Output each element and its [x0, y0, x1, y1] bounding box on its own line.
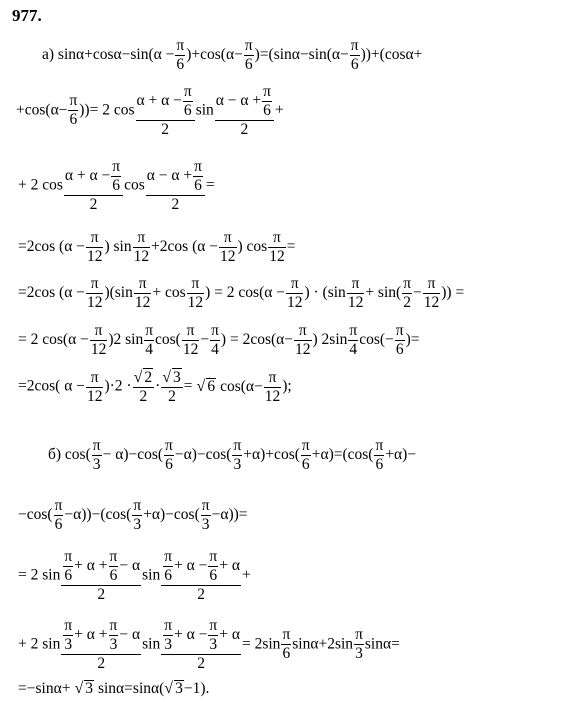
text: )=(sinα−sin(α−	[254, 45, 349, 63]
fraction: $\frac{\pi}{12}$	[264, 368, 281, 405]
fraction: $\frac{\pi}{6}$	[301, 437, 310, 473]
fraction: $\frac{\pi}{12}$	[86, 229, 103, 265]
fraction: $\frac{\pi}{12}$	[86, 275, 103, 311]
fraction: $\frac{\pi}{6}$	[395, 322, 404, 358]
fraction: $\frac{\pi}{4}$	[211, 322, 219, 358]
fraction: $\frac{\pi}{12}$	[220, 229, 236, 265]
fraction: $\frac{\pi}{12}$	[133, 229, 150, 265]
part-a-line-4: =2cos (α − $\frac{\pi}{12}$ ) sin $\frac{\pi}{12}$ +2cos (α − $\frac{\pi}{12}$ ) cos $\frac{\pi}{12}$ =	[18, 229, 296, 265]
fraction: $\frac{\pi}{6}$	[54, 497, 63, 533]
fraction: $\frac{\pi}{2}$	[403, 275, 412, 311]
fraction: $\frac{\pi}{12}$	[90, 322, 107, 358]
sqrt-6: 6	[207, 377, 216, 395]
part-a-line-6: = 2 cos(α − $\frac{\pi}{12}$ )2 sin $\frac{\pi}{4}$ cos( $\frac{\pi}{12}$ − $\frac{\pi}{4}$ ) = 2cos(α− $\frac{\pi}{12}$ ) 2sin $\frac{\pi}{4}$ cos(− $\frac{\pi}{6}$ )=	[18, 322, 420, 358]
text: а) sinα+cosα−sin(α −	[42, 45, 175, 63]
part-a-line-5: =2cos (α − $\frac{\pi}{12}$ )(sin $\frac{\pi}{12}$ + cos $\frac{\pi}{12}$ ) = 2 cos(α − $\frac{\pi}{12}$ ) · (sin $\frac{\pi}{12}$ + sin( $\frac{\pi}{2}$ − $\frac{\pi}{12}$ )) =	[18, 275, 465, 311]
text: ))+(cosα+	[360, 45, 423, 63]
fraction: $\frac{\pi}{6}$	[375, 437, 384, 473]
part-a-line-7: =2cos( α − $\frac{\pi}{12}$ )·2 · $\frac{√ 2}{2}$ · $\frac{√ 3}{2}$ = √ 6 cos(α− $\frac{\pi}{12}$ );	[18, 368, 292, 406]
fraction: $\frac{\pi}{3}$	[133, 497, 142, 533]
fraction: $\frac{\pi}{12}$	[269, 229, 285, 265]
fraction: $\frac{√ 2}{2}$	[133, 369, 153, 406]
text: )+cos(α−	[186, 45, 243, 63]
fraction: $\frac{\pi}{3}$	[201, 497, 210, 533]
fraction: $\frac{√ 3}{2}$	[162, 369, 181, 406]
fraction: $\frac{\pi}{12}$	[187, 275, 204, 311]
fraction: $\frac{\pi}{3}$	[355, 626, 363, 663]
part-a-line-2: +cos(α− $\frac{\pi}{6}$ ))= 2 cos α + α − $\frac{\pi}{6}$ 2 sin α − α + $\frac{\pi}{6}$ 2 +	[16, 83, 284, 138]
part-b-line-4: + 2 sin $\frac{\pi}{3}$ + α + $\frac{\pi}{3}$ − α 2 sin $\frac{\pi}{3}$ + α − $\frac{\pi}{3}$ + α 2 = 2sin $\frac{\pi}{6}$ sinα+2sin $\frac{\pi}{3}$ sinα=	[18, 617, 400, 672]
fraction: $\frac{\pi}{6}$ + α + $\frac{\pi}{6}$ − α 2	[61, 548, 141, 603]
sqrt-3: 3	[175, 680, 183, 697]
fraction: $\frac{\pi}{4}$	[145, 322, 154, 358]
fraction: $\frac{\pi}{12}$	[86, 368, 103, 405]
fraction: $\frac{\pi}{3}$	[233, 437, 242, 473]
part-b-line-5: =−sinα+ √ 3 sinα=sinα(√ 3−1).	[18, 680, 210, 697]
fraction: $\frac{\pi}{3}$	[92, 437, 101, 473]
fraction: $\frac{\pi}{12}$	[295, 322, 311, 358]
fraction: $\frac{\pi}{6}$	[282, 626, 291, 663]
fraction: $\frac{\pi}{6}$	[176, 37, 185, 73]
fraction: $\frac{\pi}{12}$	[423, 275, 440, 311]
fraction: $\frac{\pi}{3}$ + α + $\frac{\pi}{3}$ − α 2	[61, 617, 141, 672]
part-a-line-1	[42, 37, 422, 74]
fraction: $\frac{\pi}{6}$	[165, 437, 173, 473]
fraction: $\frac{\pi}{6}$	[69, 92, 78, 129]
fraction: $\frac{\pi}{3}$ + α − $\frac{\pi}{3}$ + α 2	[161, 617, 241, 672]
problem-number: 977.	[12, 6, 42, 25]
fraction: $\frac{\pi}{12}$	[134, 275, 151, 311]
fraction: $\frac{\pi}{6}$	[350, 37, 359, 73]
part-b-line-2: −cos( $\frac{\pi}{6}$ −α))−(cos( $\frac{\pi}{3}$ +α)−cos( $\frac{\pi}{3}$ −α))=	[18, 497, 248, 533]
fraction: $\frac{\pi}{6}$	[244, 37, 253, 73]
part-a-line-3: + 2 cos α + α − $\frac{\pi}{6}$ 2 cos α − α + $\frac{\pi}{6}$ 2 =	[18, 158, 215, 213]
fraction: α + α − $\frac{\pi}{6}$ 2	[64, 158, 123, 213]
fraction: $\frac{\pi}{12}$	[347, 275, 364, 311]
fraction: α − α + $\frac{\pi}{6}$ 2	[146, 158, 205, 213]
fraction: α + α − $\frac{\pi}{6}$ 2	[136, 83, 195, 138]
part-b-line-3: = 2 sin $\frac{\pi}{6}$ + α + $\frac{\pi}{6}$ − α 2 sin $\frac{\pi}{6}$ + α − $\frac{\pi}{6}$ + α 2 +	[18, 548, 251, 603]
fraction: $\frac{\pi}{4}$	[349, 322, 358, 358]
fraction: $\frac{\pi}{12}$	[182, 322, 199, 358]
fraction: α − α + $\frac{\pi}{6}$ 2	[215, 83, 274, 138]
fraction: $\frac{\pi}{6}$ + α − $\frac{\pi}{6}$ + α 2	[161, 548, 241, 603]
fraction: $\frac{\pi}{12}$	[286, 275, 303, 311]
part-b-line-1: б) cos( $\frac{\pi}{3}$ − α)−cos( $\frac{\pi}{6}$ −α)−cos( $\frac{\pi}{3}$ +α)+cos( $\frac{\pi}{6}$ +α)=(cos( $\frac{\pi}{6}$ +α)−	[48, 437, 417, 473]
sqrt-3: 3	[85, 680, 93, 697]
